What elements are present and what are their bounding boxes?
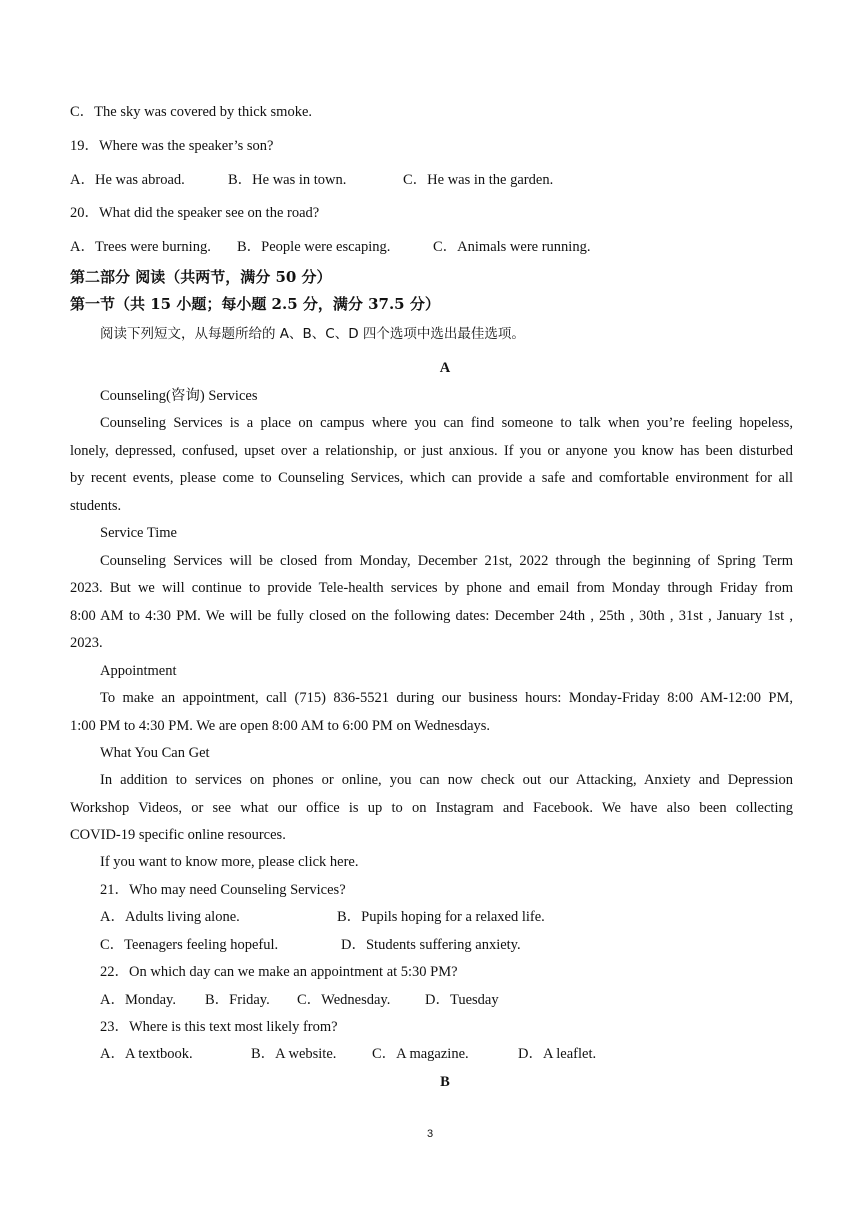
p1-line-3: by recent events, please come to Counseling Services, which can provide a safe and comfortable environment for all — [70, 470, 793, 486]
q18-option-c: C．The sky was covered by thick smoke. — [70, 104, 313, 120]
q21-options-row2 — [100, 935, 521, 955]
q22-option-d: D．Tuesday — [425, 992, 499, 1008]
passage-b-label: B — [440, 1074, 450, 1090]
q23-option-a: A．A textbook. — [100, 1046, 193, 1062]
passage-title: Counseling(咨询) Services — [100, 388, 258, 404]
service-time-heading: Service Time — [100, 525, 177, 541]
q20-option-c: C．Animals were running. — [433, 239, 591, 255]
p2-line-3: 8:00 AM to 4:30 PM. We will be fully closed on the following dates: December 24th , 25th , 30th , 31st , January 1st , — [70, 608, 793, 624]
q23-option-d: D．A leaflet. — [518, 1046, 597, 1062]
p2-line-2: 2023. But we will continue to provide Tele-health services by phone and email from Monday through Friday from — [70, 580, 793, 596]
q19-option-c: C．He was in the garden. — [403, 172, 554, 188]
q19-question: 19．Where was the speaker’s son? — [70, 138, 274, 154]
instruction: 阅读下列短文，从每题所给的 A、B、C、D 四个选项中选出最佳选项。 — [100, 326, 525, 342]
q22-option-a: A．Monday. — [100, 992, 176, 1008]
p4-line-1: In addition to services on phones or online, you can now check out our Attacking, Anxiety and Depression — [100, 772, 793, 788]
p3-line-2: 1:00 PM to 4:30 PM. We are open 8:00 AM to 6:00 PM on Wednesdays. — [70, 718, 491, 734]
q20-option-b: B．People were escaping. — [237, 239, 391, 255]
q21-options-row1 — [100, 907, 545, 927]
q22-option-b: B．Friday. — [205, 992, 270, 1008]
q21-option-b: B．Pupils hoping for a relaxed life. — [337, 909, 545, 925]
p2-line-4: 2023. — [70, 635, 103, 651]
passage-a-label: A — [439, 360, 451, 376]
q22-options — [100, 990, 499, 1010]
appointment-heading: Appointment — [100, 663, 177, 679]
q21-question: 21．Who may need Counseling Services? — [100, 882, 346, 898]
q22-question: 22．On which day can we make an appointment at 5:30 PM? — [100, 964, 458, 980]
part2-heading: 第二部分 阅读（共两节，满分 50 分） — [70, 268, 332, 286]
q21-option-d: D．Students suffering anxiety. — [341, 937, 521, 953]
p3-line-1: To make an appointment, call (715) 836-5521 during our business hours: Monday-Friday 8:00 AM-12:00 PM, — [100, 690, 793, 706]
q20-options — [70, 237, 590, 257]
q23-options — [100, 1044, 596, 1064]
what-heading: What You Can Get — [100, 745, 210, 761]
q20-question: 20．What did the speaker see on the road? — [70, 205, 320, 221]
q23-question: 23．Where is this text most likely from? — [100, 1019, 338, 1035]
q20-option-a: A．Trees were burning. — [70, 239, 211, 255]
page-number: 3 — [426, 1128, 434, 1140]
q22-option-c: C．Wednesday. — [297, 992, 391, 1008]
q19-option-a: A．He was abroad. — [70, 172, 185, 188]
p5: If you want to know more, please click here. — [100, 854, 359, 870]
p4-line-2: Workshop Videos, or see what our office is up to on Instagram and Facebook. We have also been collecting — [70, 800, 793, 816]
q23-option-b: B．A website. — [251, 1046, 337, 1062]
q19-option-b: B．He was in town. — [228, 172, 347, 188]
p4-line-3: COVID-19 specific online resources. — [70, 827, 286, 843]
p1-line-2: lonely, depressed, confused, upset over a relationship, or just anxious. If you or anyone you know has been disturbed — [70, 443, 793, 459]
p1-line-4: students. — [70, 498, 122, 514]
p1-line-1: Counseling Services is a place on campus where you can find someone to talk when you’re feeling hopeless, — [100, 415, 793, 431]
section1-heading: 第一节（共 15 小题；每小题 2.5 分，满分 37.5 分） — [70, 295, 440, 313]
q21-option-c: C．Teenagers feeling hopeful. — [100, 937, 279, 953]
q21-option-a: A．Adults living alone. — [100, 909, 240, 925]
q19-options — [70, 170, 553, 190]
p2-line-1: Counseling Services will be closed from Monday, December 21st, 2022 through the beginning of Spring Term — [100, 553, 793, 569]
q23-option-c: C．A magazine. — [372, 1046, 469, 1062]
